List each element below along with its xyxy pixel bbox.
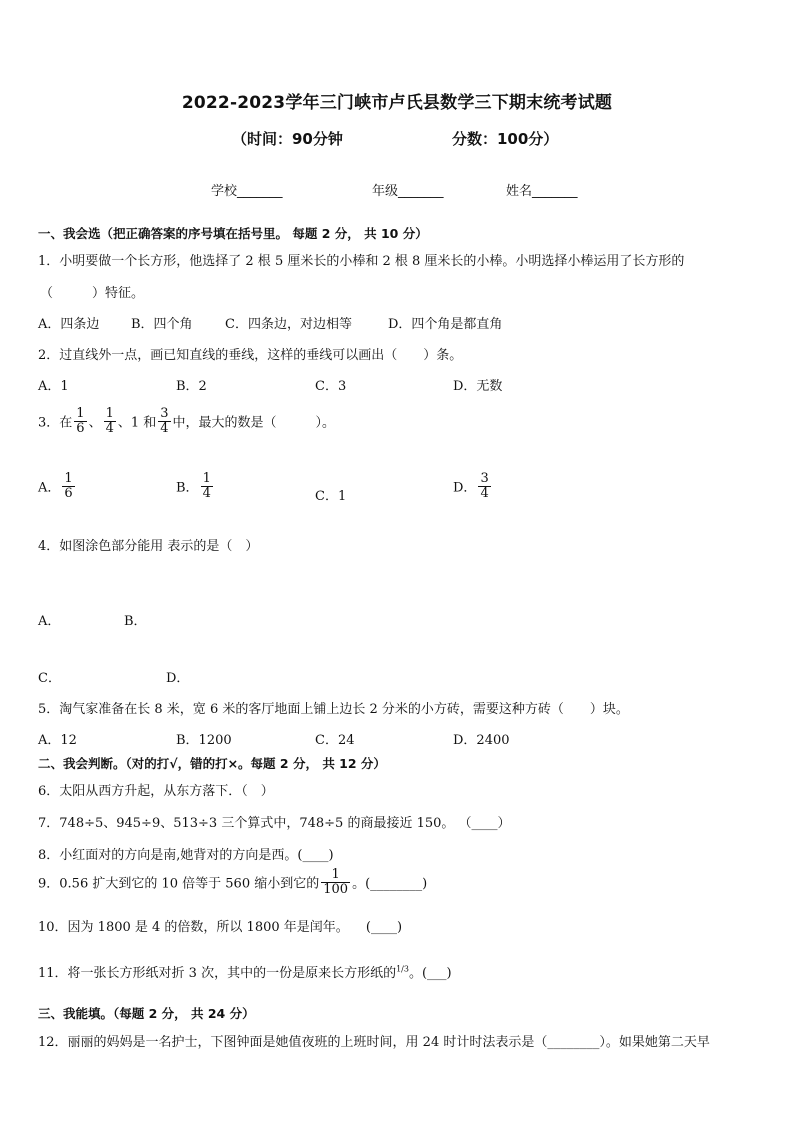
fraction-three-quarters: $\frac{3}{4}$ [160, 406, 169, 436]
question-6: 6．太阳从西方升起，从东方落下．（ ） [38, 784, 274, 799]
q5-option-a: A．12 [38, 733, 77, 748]
q3-sep2: 、1 和 [117, 415, 157, 431]
q3-option-b: B． $\frac{1}{4}$ [176, 471, 211, 501]
q1-option-b: B．四个角 [131, 317, 193, 332]
question-8: 8．小红面对的方向是南,她背对的方向是西。(____) [38, 848, 334, 863]
question-4: 4．如图涂色部分能用 表示的是（ ） [38, 539, 259, 554]
exam-title: 2022-2023学年三门峡市卢氏县数学三下期末统考试题 [181, 93, 613, 113]
exam-score: 分数：100分） [452, 130, 559, 148]
q4-option-d: D． [166, 671, 190, 686]
question-2: 2．过直线外一点，画已知直线的垂线，这样的垂线可以画出（ ）条。 [38, 348, 463, 363]
name-field: 姓名_______ [506, 184, 578, 199]
question-5: 5．淘气家准备在长 8 米，宽 6 米的客厅地面上铺上边长 2 分米的小方砖，需要这种方砖（ ）块。 [38, 702, 629, 717]
q3-option-d: D． $\frac{3}{4}$ [453, 471, 489, 501]
q2-option-a: A．1 [38, 379, 69, 394]
fraction-one-hundredth: $\frac{1}{100}$ [323, 867, 349, 897]
question-1-line1: 1．小明要做一个长方形，他选择了 2 根 5 厘米长的小棒和 2 根 8 厘米长的小棒。小明选择小棒运用了长方形的 [38, 254, 685, 269]
question-7: 7．748÷5、945÷9、513÷3 三个算式中，748÷5 的商最接近 150。 （____） [38, 816, 511, 831]
q3-option-a: A． $\frac{1}{6}$ [38, 471, 73, 501]
q3-suffix: 中，最大的数是（ ）。 [172, 415, 336, 431]
q2-option-b: B．2 [176, 379, 207, 394]
q4-option-a: A． [38, 614, 61, 629]
q1-option-c: C．四条边，对边相等 [225, 317, 352, 332]
school-field: 学校_______ [211, 184, 283, 199]
question-9: 9．0.56 扩大到它的 10 倍等于 560 缩小到它的 $\frac{1}{100}$ 。(________) [38, 867, 428, 897]
q1-option-d: D．四个角是都直角 [388, 317, 503, 332]
question-1-line2: （ ）特征。 [40, 286, 145, 301]
q2-option-c: C．3 [315, 379, 347, 394]
fraction-one-third: 1/3 [396, 964, 409, 974]
fraction-one-sixth: $\frac{1}{6}$ [76, 406, 85, 436]
grade-field: 年级_______ [372, 184, 444, 199]
section-1-heading: 一、我会选（把正确答案的序号填在括号里。 每题 2 分， 共 10 分） [38, 226, 428, 241]
q4-option-b: B． [124, 614, 147, 629]
q5-option-c: C．24 [315, 733, 355, 748]
fraction-one-quarter: $\frac{1}{4}$ [105, 406, 114, 436]
q5-option-d: D．2400 [453, 733, 510, 748]
q3-prefix: 3．在 [38, 415, 73, 431]
question-12: 12．丽丽的妈妈是一名护士，下图钟面是她值夜班的上班时间，用 24 时计时法表示是（________）。如果她第二天早 [38, 1035, 710, 1050]
section-3-heading: 三、我能填。（每题 2 分， 共 24 分） [38, 1006, 255, 1021]
section-2-heading: 二、我会判断。（对的打√，错的打×。每题 2 分， 共 12 分） [38, 756, 386, 771]
q3-option-c: C．1 [315, 489, 347, 504]
question-3 [38, 407, 335, 435]
exam-time: （时间：90分钟 [232, 130, 343, 148]
q2-option-d: D．无数 [453, 379, 503, 394]
q1-option-a: A．四条边 [38, 317, 100, 332]
q5-option-b: B．1200 [176, 733, 232, 748]
q4-option-c: C． [38, 671, 61, 686]
q3-sep1: 、 [88, 415, 102, 431]
question-10: 10．因为 1800 是 4 的倍数，所以 1800 年是闰年。 (____) [38, 920, 403, 935]
question-11: 11．将一张长方形纸对折 3 次，其中的一份是原来长方形纸的$^{1/3}$。(___) [38, 964, 452, 981]
